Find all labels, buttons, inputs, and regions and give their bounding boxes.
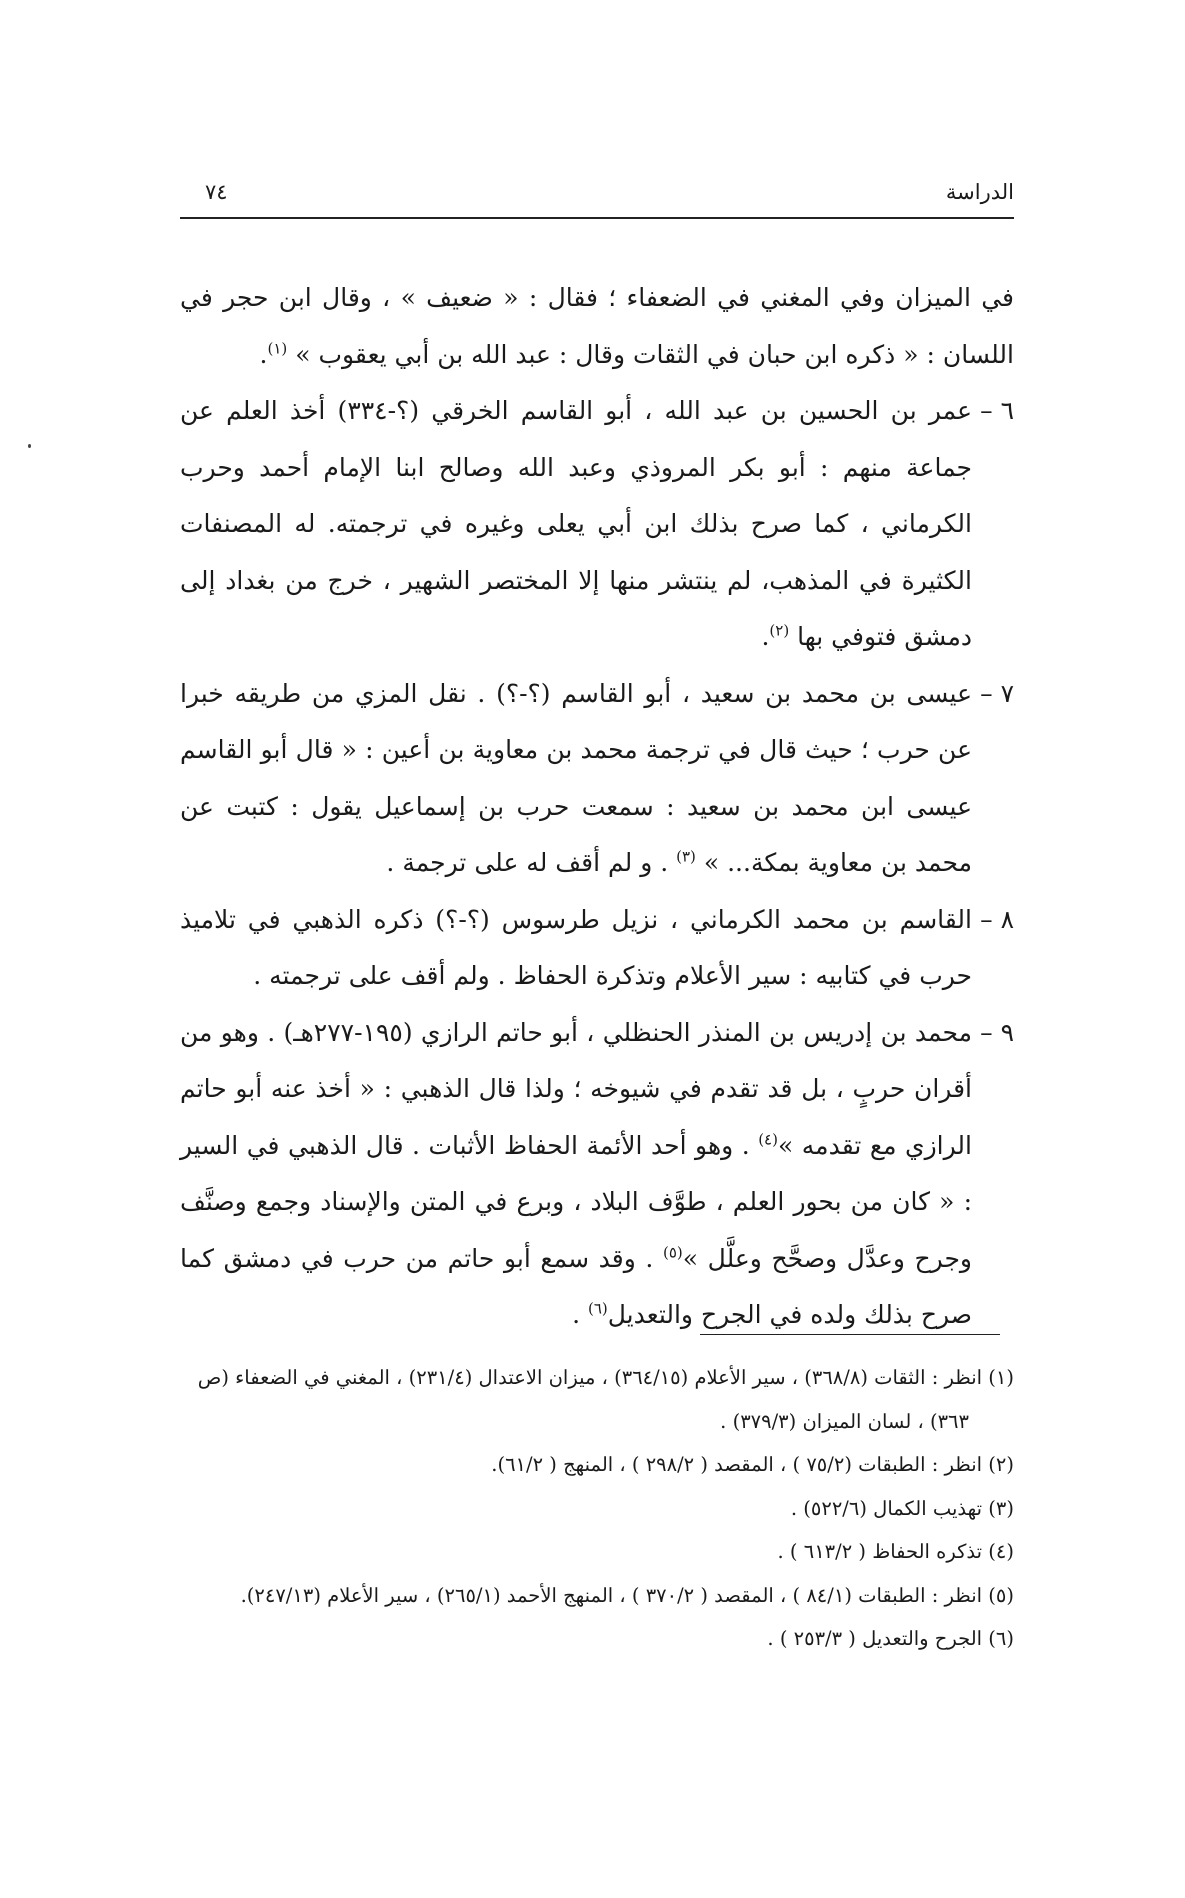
header-title: الدراسة — [945, 180, 1014, 204]
footnote-ref-5[interactable]: (٥) — [662, 1243, 683, 1262]
intro-text: في الميزان وفي المغني في الضعفاء ؛ فقال : « ضعيف » ، وقال ابن حجر في اللسان : « ذكره ابن حبان في الثقات وقال : عبد الله بن أبي يعقوب » — [180, 283, 1014, 369]
footnote-ref-1[interactable]: (١) — [267, 339, 288, 358]
footnote: (٢) انظر : الطبقات (٧٥/٢ ) ، المقصد ( ٢٩٨/٢ ) ، المنهج ( ٦١/٢). — [491, 1453, 1014, 1476]
footnote-ref-2[interactable]: (٢) — [769, 621, 790, 640]
footnote-ref-3[interactable]: (٣) — [676, 847, 696, 866]
header-rule — [180, 217, 1014, 219]
footnote: (٤) تذكره الحفاظ ( ٦١٣/٢ ) . — [777, 1540, 1014, 1563]
running-header — [180, 180, 1014, 218]
intro-end: . — [259, 339, 268, 369]
item-number: ٨ – — [980, 904, 1014, 934]
footnote: (٣) تهذيب الكمال (٥٢٢/٦) . — [790, 1496, 1014, 1520]
list-item — [180, 892, 1014, 1005]
item-number: ٩ – — [980, 1017, 1014, 1047]
scan-speck — [28, 444, 31, 448]
item-text: محمد بن إدريس بن المنذر الحنظلي ، أبو حاتم الرازي (١٩٥-٢٧٧هـ) . وهو من أقران حربٍ ، بل قد تقدم في شيوخه ؛ ولذا قال الذهبي : « أخذ عنه أبو حاتم الرازي مع تقدمه »$^{(٤)}$ . وهو أحد الأئمة الحفاظ الأثبات . قال الذهبي في السير : « كان من بحور العلم ، طوَّف البلاد ، وبرع في المتن والإسناد وجمع وصنَّف وجرح وعدَّل وصحَّح وعلَّل »$^{(٥)}$ . وقد سمع أبو حاتم من حرب في دمشق كما صرح بذلك ولده في الجرح والتعديل$^{(٦)}$ . — [180, 1017, 972, 1329]
list-item — [180, 666, 1014, 892]
footnote-separator — [700, 1334, 1000, 1335]
list-item — [180, 1005, 1014, 1344]
item-text: عمر بن الحسين بن عبد الله ، أبو القاسم الخرقي (؟-٣٣٤) أخذ العلم عن جماعة منهم : أبو بكر المروذي وعبد الله وصالح ابنا الإمام أحمد وحرب الكرماني ، كما صرح بذلك ابن أبي يعلى وغيره في ترجمته. له المصنفات الكثيرة في المذهب، لم ينتشر منها إلا المختصر الشهير ، خرج من بغداد إلى دمشق فتوفي بها $^{(٢)}$. — [180, 396, 972, 651]
footnote: (١) انظر : الثقات (٣٦٨/٨) ، سير الأعلام (٣٦٤/١٥) ، ميزان الاعتدال (٢٣١/٤) ، المغني في الضعفاء (ص ٣٦٣) ، لسان الميزان (٣٧٩/٣) . — [197, 1366, 1014, 1433]
footnote: (٦) الجرح والتعديل ( ٢٥٣/٣ ) . — [767, 1627, 1014, 1650]
main-text — [180, 270, 1014, 1344]
footnotes — [160, 1356, 1014, 1661]
page-number: ٧٤ — [205, 180, 228, 204]
intro-paragraph — [180, 270, 1014, 383]
item-text: القاسم بن محمد الكرماني ، نزيل طرسوس (؟-؟) ذكره الذهبي في تلاميذ حرب في كتابيه : سير الأعلام وتذكرة الحفاظ . ولم أقف على ترجمته . — [180, 904, 972, 990]
footnote-ref-4[interactable]: (٤) — [758, 1130, 778, 1149]
footnote-ref-6[interactable]: (٦) — [587, 1299, 608, 1318]
footnote: (٥) انظر : الطبقات (٨٤/١ ) ، المقصد ( ٣٧٠/٢ ) ، المنهج الأحمد (٢٦٥/١) ، سير الأعلام (٢٤٧/١٣). — [240, 1583, 1014, 1607]
item-text: عيسى بن محمد بن سعيد ، أبو القاسم (؟-؟) . نقل المزي من طريقه خبرا عن حرب ؛ حيث قال في ترجمة محمد بن معاوية بن أعين : « قال أبو القاسم عيسى ابن محمد بن سعيد : سمعت حرب بن إسماعيل يقول : كتبت عن محمد بن معاوية بمكة... » $^{(٣)}$ . و لم أقف له على ترجمة . — [180, 678, 973, 877]
item-number: ٦ – — [980, 396, 1014, 425]
item-number: ٧ – — [980, 678, 1014, 708]
list-item — [180, 383, 1014, 666]
